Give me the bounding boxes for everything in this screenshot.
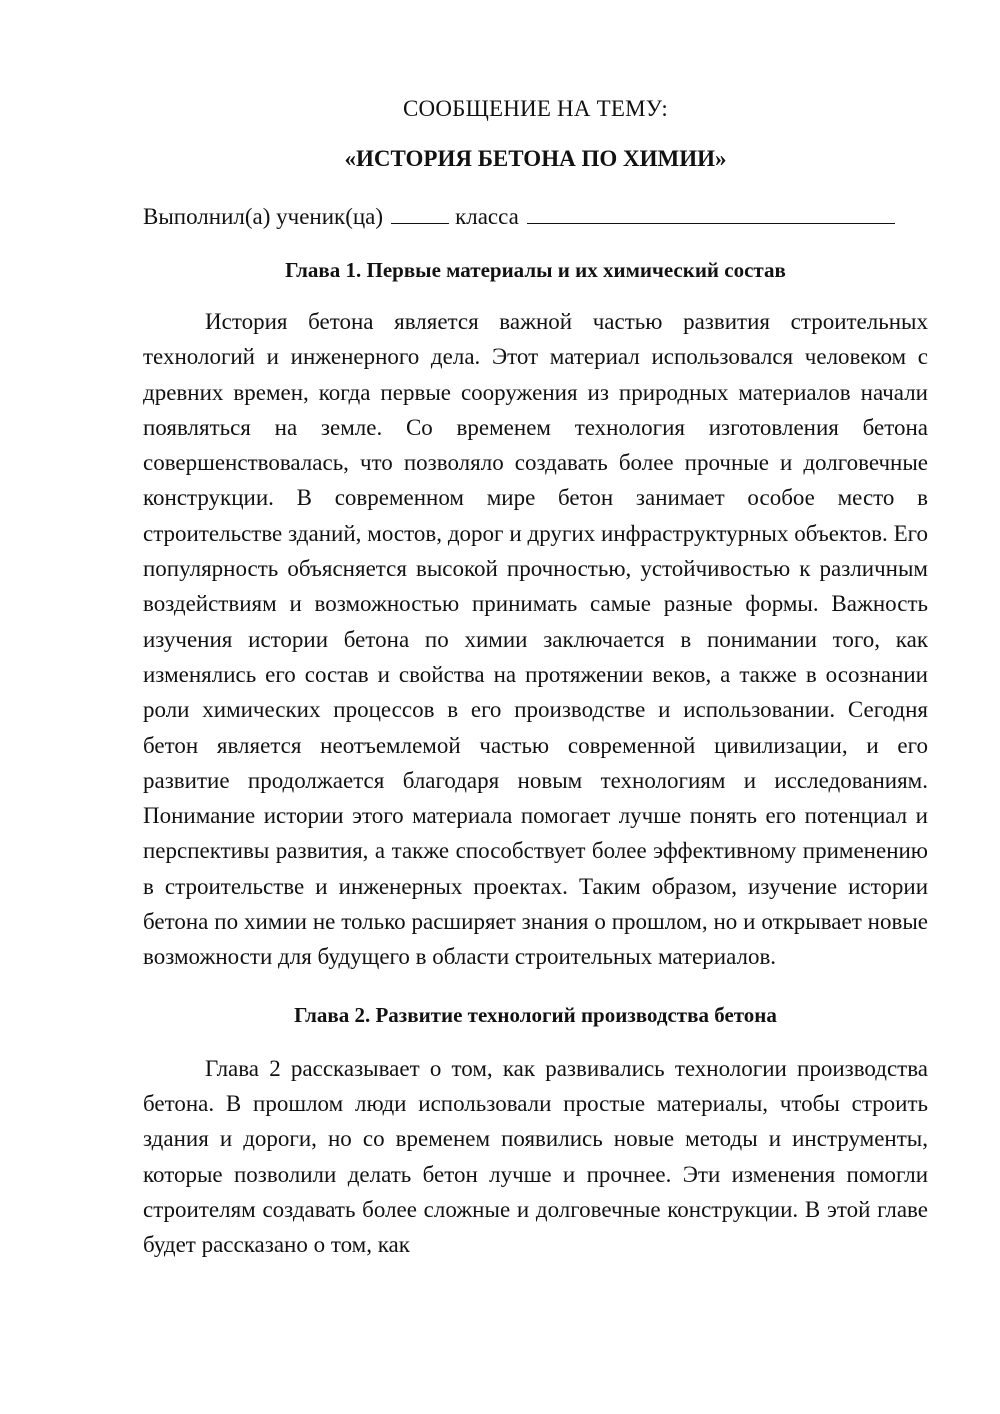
chapter-2-heading: Глава 2. Развитие технологий производства бетона bbox=[294, 1002, 777, 1027]
document-title: «ИСТОРИЯ БЕТОНА ПО ХИМИИ» bbox=[344, 146, 727, 171]
class-label: класса bbox=[455, 204, 519, 229]
chapter-1-paragraph: История бетона является важной частью развития строительных технологий и инженерного дела. Этот материал использовался человеком с древних времен, когда первые сооружения из природных материалов начали появляться на земле. Со временем технология изготовления бетона совершенствовалась, что позволяло создавать более прочные и долговечные конструкции. В современном мире бетон занимает особое место в строительстве зданий, мостов, дорог и других инфраструктурных объектов. Его популярность объясняется высокой прочностью, устойчивостью к различным воздействиям и возможностью принимать самые разные формы. Важность изучения истории бетона по химии заключается в понимании того, как изменялись его состав и свойства на протяжении веков, а также в осознании роли химических процессов в его производстве и использовании. Сегодня бетон является неотъемлемой частью современной цивилизации, и его развитие продолжается благодаря новым технологиям и исследованиям. Понимание истории этого материала помогает лучше понять его потенциал и перспективы развития, а также способствует более эффективному применению в строительстве и инженерных проектах. Таким образом, изучение истории бетона по химии не только расширяет знания о прошлом, но и открывает новые возможности для будущего в области строительных материалов. bbox=[143, 309, 928, 970]
class-number-blank bbox=[391, 201, 449, 224]
chapter-2-paragraph: Глава 2 рассказывает о том, как развивались технологии производства бетона. В прошлом люди использовали простые материалы, чтобы строить здания и дороги, но со временем появились новые методы и инструменты, которые позволили делать бетон лучше и прочнее. Эти изменения помогли строителям создавать более сложные и долговечные конструкции. В этой главе будет рассказано о том, как bbox=[143, 1055, 928, 1258]
document-content bbox=[143, 92, 928, 1262]
author-label: Выполнил(а) ученик(ца) bbox=[143, 204, 384, 229]
document-heading: СООБЩЕНИЕ НА ТЕМУ: bbox=[403, 96, 668, 121]
chapter-1-heading: Глава 1. Первые материалы и их химический состав bbox=[285, 258, 786, 282]
student-name-blank bbox=[527, 201, 895, 224]
author-line bbox=[143, 200, 928, 234]
